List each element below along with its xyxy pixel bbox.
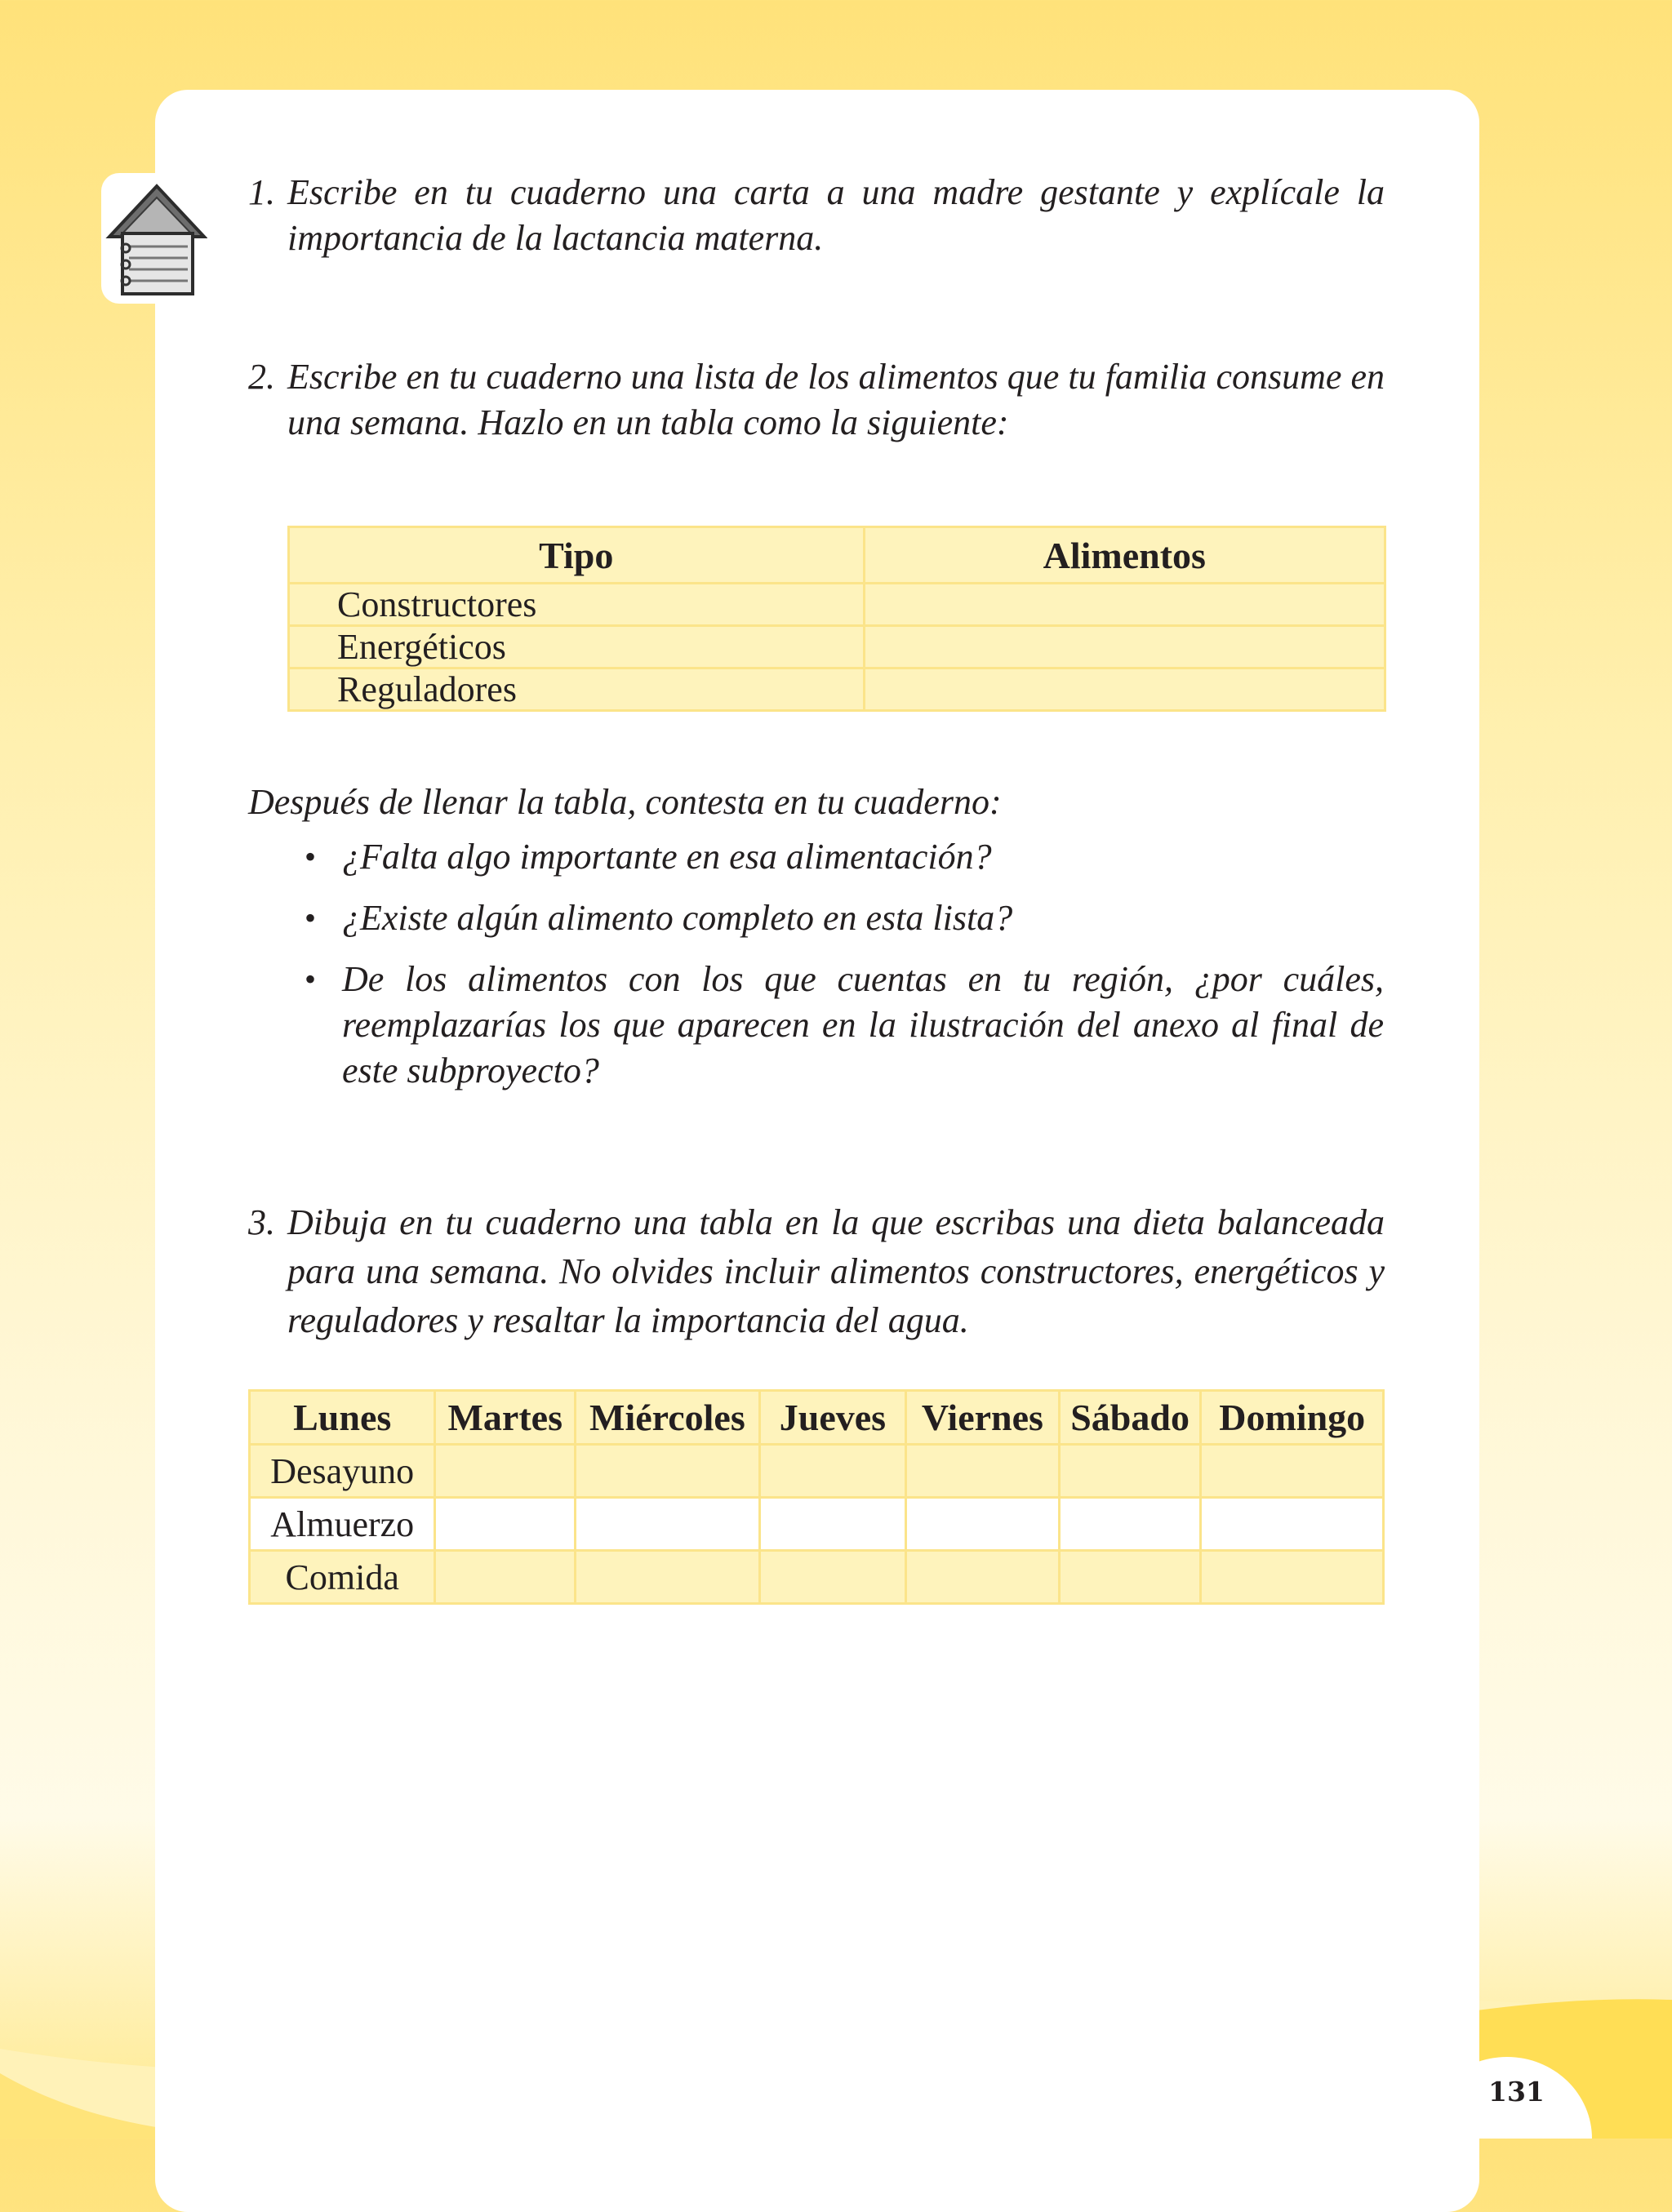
table2-cell [759, 1498, 905, 1551]
page-number: 131 [1488, 2076, 1545, 2108]
table1-cell [864, 626, 1385, 668]
table2-cell [1201, 1551, 1384, 1604]
table2-header-day: Domingo [1201, 1391, 1384, 1445]
question-3 [248, 1198, 1385, 1345]
question-2 [248, 354, 1385, 446]
table2-cell [576, 1498, 760, 1551]
icon-tab [101, 173, 207, 304]
table2-cell [906, 1445, 1060, 1498]
table2-cell [435, 1445, 576, 1498]
table2-cell [906, 1498, 1060, 1551]
list-item: • ¿Falta algo importante en esa alimentación? [298, 834, 1384, 880]
table2-header-day: Jueves [759, 1391, 905, 1445]
table2-cell [1201, 1445, 1384, 1498]
notebook-house-icon [101, 173, 207, 304]
table1-row-label: Constructores [289, 584, 865, 626]
table1-header-type: Tipo [289, 527, 865, 584]
weekly-diet-table [248, 1389, 1385, 1605]
table2-cell [576, 1551, 760, 1604]
table-row [289, 584, 1385, 626]
food-type-table [287, 526, 1386, 712]
table-row [250, 1445, 1384, 1498]
question-2-text: Escribe en tu cuaderno una lista de los alimentos que tu familia consume en una semana. Hazlo en un tabla como la siguiente: [287, 357, 1385, 442]
question-2-number: 2. [248, 357, 275, 397]
table-row [289, 668, 1385, 711]
question-1-number: 1. [248, 172, 275, 212]
table2-header-day: Sábado [1059, 1391, 1201, 1445]
table2-header-day: Martes [435, 1391, 576, 1445]
question-1-text: Escribe en tu cuaderno una carta a una madre gestante y explícale la importancia de la lactancia materna. [287, 172, 1385, 258]
table2-cell [906, 1551, 1060, 1604]
table-row [289, 626, 1385, 668]
table-row [250, 1551, 1384, 1604]
question-3-text: Dibuja en tu cuaderno una tabla en la que escribas una dieta balanceada para una semana. No olvides incluir alimentos constructores, energéticos y reguladores y resaltar la importancia del agua. [287, 1202, 1385, 1340]
table2-cell [435, 1498, 576, 1551]
table1-row-label: Energéticos [289, 626, 865, 668]
table2-cell [759, 1445, 905, 1498]
list-item: • ¿Existe algún alimento completo en esta lista? [298, 895, 1384, 941]
table-row [250, 1498, 1384, 1551]
table2-header-day: Miércoles [576, 1391, 760, 1445]
table1-cell [864, 584, 1385, 626]
table2-row-label: Almuerzo [250, 1498, 435, 1551]
table2-cell [1059, 1551, 1201, 1604]
table2-cell [1059, 1445, 1201, 1498]
table1-header-foods: Alimentos [864, 527, 1385, 584]
table1-row-label: Reguladores [289, 668, 865, 711]
table2-row-label: Desayuno [250, 1445, 435, 1498]
table2-cell [1201, 1498, 1384, 1551]
table2-header-day: Viernes [906, 1391, 1060, 1445]
question-1 [248, 170, 1385, 261]
table2-cell [576, 1445, 760, 1498]
table1-cell [864, 668, 1385, 711]
table2-row-label: Comida [250, 1551, 435, 1604]
table2-header-day: Lunes [250, 1391, 435, 1445]
question-3-number: 3. [248, 1202, 275, 1242]
table2-cell [435, 1551, 576, 1604]
question-list [298, 834, 1384, 1109]
list-item: • De los alimentos con los que cuentas en tu región, ¿por cuáles, reemplazarías los que aparecen en la ilustración del anexo al final de este subproyecto? [298, 957, 1384, 1094]
table2-cell [1059, 1498, 1201, 1551]
table2-cell [759, 1551, 905, 1604]
after-table-instruction: Después de llenar la tabla, contesta en tu cuaderno: [248, 782, 1002, 822]
